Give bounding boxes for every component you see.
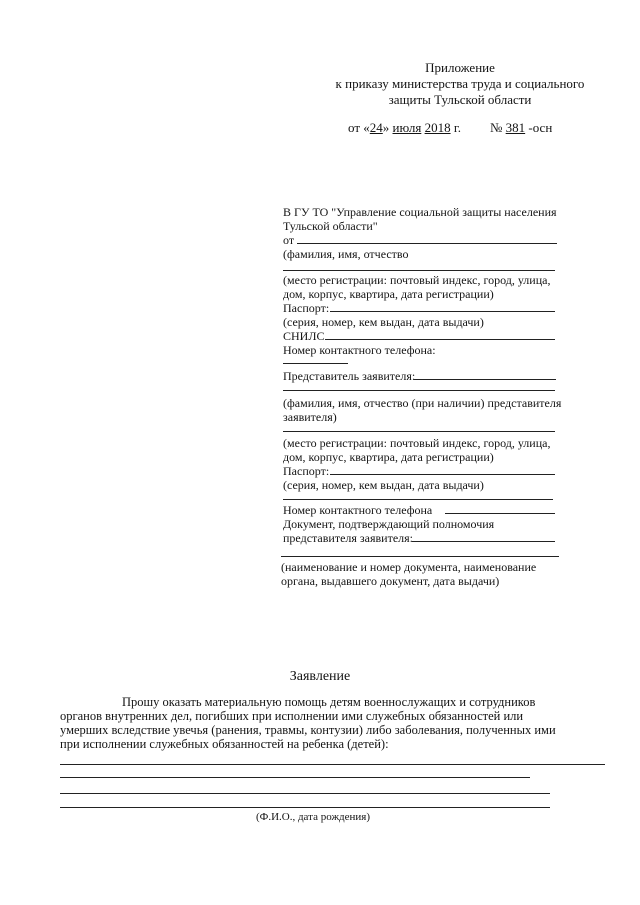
representative-address-field[interactable] [283,431,555,432]
representative-fio-hint-2: заявителя) [283,410,337,424]
statement-line-1: Прошу оказать материальную помощь детям военнослужащих и сотрудников [122,695,536,709]
passport-hint: (серия, номер, кем выдан, дата выдачи) [283,315,484,329]
authority-doc-extra-field[interactable] [281,556,559,557]
child-line-3[interactable] [60,793,550,794]
authority-doc-hint-1: (наименование и номер документа, наименование [281,560,537,574]
phone-label: Номер контактного телефона: [283,343,436,357]
applicant-address-hint-1: (место регистрации: почтовый индекс, город, улица, [283,273,551,287]
appendix-title: Приложение [425,60,495,75]
representative-phone-label: Номер контактного телефона [283,503,433,517]
child-line-4[interactable] [60,807,550,808]
statement-title: Заявление [289,669,351,684]
order-date-day: 24 [369,120,383,135]
order-date-month: июля [392,120,422,135]
representative-passport-hint: (серия, номер, кем выдан, дата выдачи) [283,478,484,492]
applicant-address-hint-2: дом, корпус, квартира, дата регистрации) [283,287,494,301]
child-line-2[interactable] [60,777,530,778]
statement-line-3: умерших вследствие увечья (ранения, травмы, контузии) либо заболевания, полученных ими [60,723,556,737]
representative-passport-field[interactable] [330,474,555,475]
order-date: от «24» июля 2018 г. [348,120,461,135]
order-date-year: 2018 [424,120,451,135]
representative-fio-hint-1: (фамилия, имя, отчество (при наличии) представителя [283,396,562,410]
statement-line-2: органов внутренних дел, погибших при исполнении ими служебных обязанностей или [60,709,524,723]
passport-label: Паспорт: [283,301,330,315]
snils-label: СНИЛС [283,329,325,343]
from-label: от [283,233,295,247]
applicant-phone-field[interactable] [283,363,348,364]
order-number: № 381 -осн [490,120,553,135]
applicant-fio-hint: (фамилия, имя, отчество [283,247,409,261]
representative-field[interactable] [414,379,556,380]
addressee-line-2: Тульской области" [283,219,378,233]
applicant-snils-field[interactable] [325,339,555,340]
applicant-address-field[interactable] [283,270,555,271]
order-number-value: 381 [505,120,526,135]
representative-phone-field[interactable] [445,513,555,514]
representative-address-hint-2: дом, корпус, квартира, дата регистрации) [283,450,494,464]
appendix-order-line: к приказу министерства труда и социального [335,76,585,91]
statement-line-4: при исполнении служебных обязанностей на ребенка (детей): [60,737,389,751]
representative-address-hint-1: (место регистрации: почтовый индекс, город, улица, [283,436,551,450]
children-hint: (Ф.И.О., дата рождения) [255,811,371,823]
representative-passport-label: Паспорт: [283,464,330,478]
representative-label: Представитель заявителя: [283,369,416,383]
appendix-ministry-line: защиты Тульской области [388,92,532,107]
representative-passport-extra-field[interactable] [283,499,553,500]
applicant-passport-field[interactable] [330,311,555,312]
addressee-line-1: В ГУ ТО "Управление социальной защиты населения [283,205,557,219]
child-line-1[interactable] [60,764,605,765]
representative-fio-field[interactable] [283,390,555,391]
authority-doc-label-2: представителя заявителя: [283,531,413,545]
authority-doc-hint-2: органа, выдавшего документ, дата выдачи) [281,574,500,588]
authority-doc-field[interactable] [412,541,555,542]
authority-doc-label-1: Документ, подтверждающий полномочия [283,517,495,531]
applicant-fio-field[interactable] [297,243,557,244]
